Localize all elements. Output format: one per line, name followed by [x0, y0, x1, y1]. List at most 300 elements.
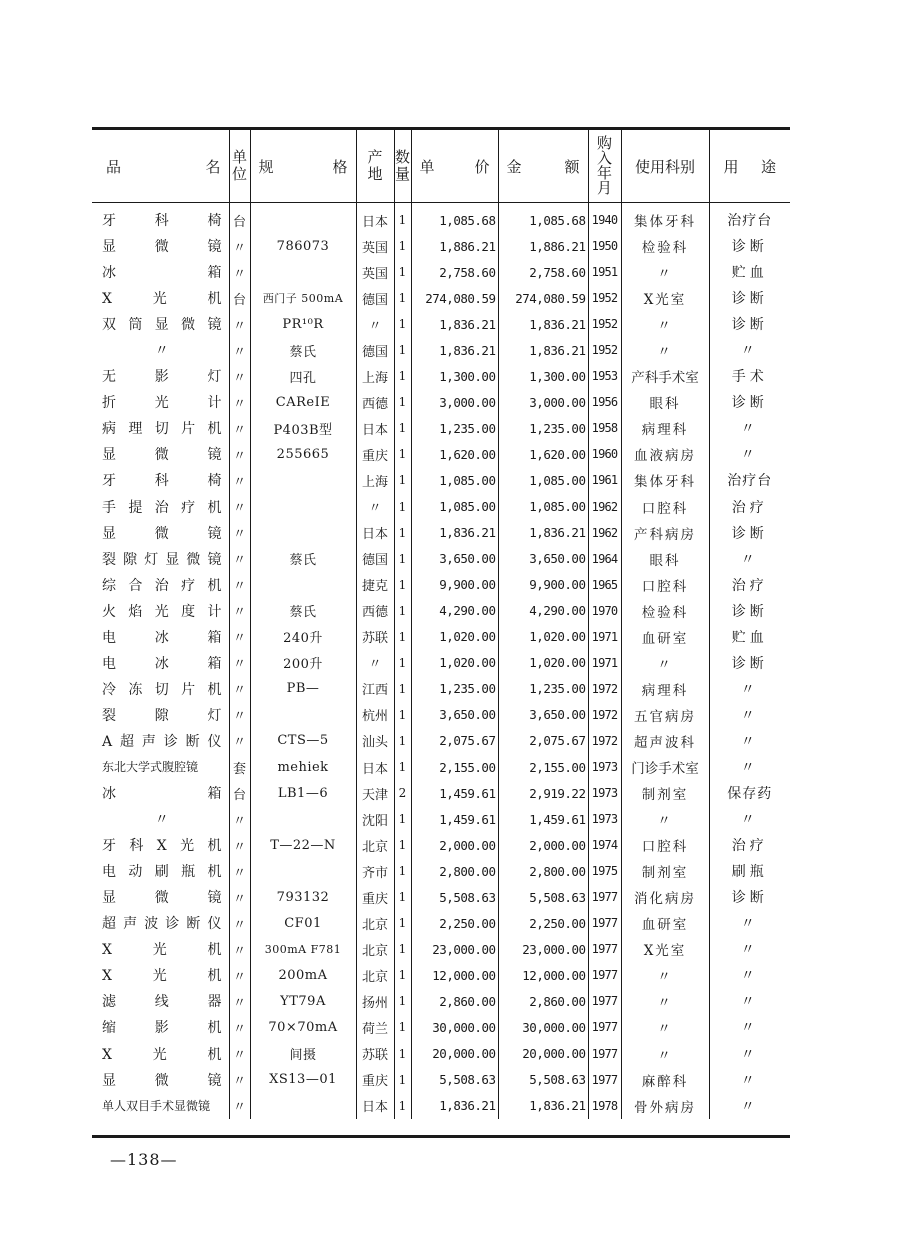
- cell-use: 〃: [709, 702, 790, 728]
- cell-name: 折光计: [102, 395, 223, 412]
- cell-unit: 〃: [229, 884, 250, 910]
- cell-spec: 西门子 500mA: [250, 285, 356, 311]
- cell-dept: 眼科: [621, 389, 709, 415]
- cell-origin: 英国: [356, 233, 394, 259]
- cell-origin: 扬州: [356, 988, 394, 1014]
- header-price: 单 价: [411, 130, 498, 203]
- header-row: [92, 130, 790, 203]
- cell-unit: 〃: [229, 337, 250, 363]
- header-qty: 数量: [394, 130, 411, 203]
- cell-unit: 〃: [229, 728, 250, 754]
- cell-price: 2,155.00: [411, 754, 498, 780]
- cell-origin: 〃: [356, 650, 394, 676]
- cell-price: 3,650.00: [411, 546, 498, 572]
- cell-unit: 〃: [229, 389, 250, 415]
- cell-price: 20,000.00: [411, 1041, 498, 1067]
- cell-name: 裂隙灯显微镜: [102, 551, 223, 568]
- cell-origin: 北京: [356, 910, 394, 936]
- cell-name: 冷冻切片机: [102, 681, 223, 698]
- cell-spec: CTS—5: [250, 728, 356, 754]
- cell-origin: 德国: [356, 285, 394, 311]
- cell-use: 〃: [709, 936, 790, 962]
- cell-amount: 4,290.00: [498, 598, 588, 624]
- cell-unit: 〃: [229, 520, 250, 546]
- header-use: 用 途: [709, 130, 790, 203]
- cell-origin: 日本: [356, 203, 394, 234]
- cell-unit: 〃: [229, 806, 250, 832]
- cell-unit: 套: [229, 754, 250, 780]
- cell-amount: 1,235.00: [498, 676, 588, 702]
- cell-use: 〃: [709, 1093, 790, 1119]
- table-row: [92, 624, 790, 650]
- table-row: [92, 520, 790, 546]
- cell-unit: 〃: [229, 572, 250, 598]
- cell-name: 牙科X光机: [102, 838, 223, 855]
- cell-name: 病理切片机: [102, 421, 223, 438]
- table-row: [92, 1093, 790, 1119]
- cell-qty: 1: [394, 806, 411, 832]
- cell-origin: 齐市: [356, 858, 394, 884]
- cell-dept: 口腔科: [621, 572, 709, 598]
- cell-spec: 200升: [250, 650, 356, 676]
- table-row: [92, 598, 790, 624]
- cell-origin: 捷克: [356, 572, 394, 598]
- cell-spec: P403B型: [250, 415, 356, 441]
- cell-spec: [250, 494, 356, 520]
- cell-use: 〃: [709, 728, 790, 754]
- cell-year: 1965: [588, 572, 621, 598]
- cell-spec: [250, 858, 356, 884]
- table-row: [92, 1041, 790, 1067]
- cell-origin: 〃: [356, 494, 394, 520]
- cell-use: 治疗台: [709, 467, 790, 493]
- cell-year: 1972: [588, 676, 621, 702]
- cell-qty: 1: [394, 494, 411, 520]
- cell-unit: 〃: [229, 676, 250, 702]
- table-row: [92, 363, 790, 389]
- cell-name: 牙科椅: [102, 473, 223, 490]
- cell-price: 30,000.00: [411, 1014, 498, 1040]
- cell-spec: 蔡氏: [250, 598, 356, 624]
- cell-origin: 西德: [356, 389, 394, 415]
- cell-qty: 1: [394, 363, 411, 389]
- table-row: [92, 494, 790, 520]
- cell-origin: 〃: [356, 311, 394, 337]
- cell-use: 〃: [709, 337, 790, 363]
- cell-dept: 〃: [621, 1041, 709, 1067]
- cell-year: 1962: [588, 520, 621, 546]
- cell-unit: 〃: [229, 702, 250, 728]
- table-row: [92, 337, 790, 363]
- cell-spec: [250, 467, 356, 493]
- cell-year: 1977: [588, 936, 621, 962]
- cell-dept: 产科病房: [621, 520, 709, 546]
- header-amount: 金 额: [498, 130, 588, 203]
- cell-amount: 2,075.67: [498, 728, 588, 754]
- cell-use: 〃: [709, 1067, 790, 1093]
- cell-spec: XS13—01: [250, 1067, 356, 1093]
- cell-use: 手术: [709, 363, 790, 389]
- cell-year: 1977: [588, 1067, 621, 1093]
- cell-price: 23,000.00: [411, 936, 498, 962]
- cell-unit: 〃: [229, 858, 250, 884]
- cell-use: 贮血: [709, 624, 790, 650]
- cell-qty: 1: [394, 1067, 411, 1093]
- cell-unit: 〃: [229, 1067, 250, 1093]
- cell-dept: 制剂室: [621, 858, 709, 884]
- cell-qty: 1: [394, 1041, 411, 1067]
- cell-dept: 检验科: [621, 598, 709, 624]
- cell-unit: 台: [229, 285, 250, 311]
- cell-unit: 〃: [229, 1093, 250, 1119]
- cell-dept: X光室: [621, 285, 709, 311]
- cell-name: 无影灯: [102, 369, 223, 386]
- cell-name: 综合治疗机: [102, 577, 223, 594]
- cell-use: 诊断: [709, 520, 790, 546]
- table-row: [92, 415, 790, 441]
- table-row: [92, 546, 790, 572]
- cell-unit: 〃: [229, 441, 250, 467]
- cell-qty: 1: [394, 467, 411, 493]
- cell-use: 〃: [709, 1014, 790, 1040]
- cell-qty: 1: [394, 203, 411, 234]
- cell-name: 裂隙灯: [102, 707, 223, 724]
- cell-amount: 2,155.00: [498, 754, 588, 780]
- cell-spec: 786073: [250, 233, 356, 259]
- cell-price: 2,075.67: [411, 728, 498, 754]
- cell-origin: 德国: [356, 546, 394, 572]
- cell-origin: 北京: [356, 832, 394, 858]
- cell-unit: 〃: [229, 415, 250, 441]
- cell-unit: 〃: [229, 832, 250, 858]
- cell-qty: 1: [394, 572, 411, 598]
- cell-use: 治疗: [709, 832, 790, 858]
- cell-qty: 1: [394, 702, 411, 728]
- cell-name: 双筒显微镜: [102, 317, 223, 334]
- cell-qty: 1: [394, 1014, 411, 1040]
- cell-name: 电冰箱: [102, 629, 223, 646]
- header-unit: 单位: [229, 130, 250, 203]
- cell-unit: 〃: [229, 624, 250, 650]
- cell-name: X光机: [102, 291, 223, 308]
- cell-year: 1970: [588, 598, 621, 624]
- cell-amount: 1,020.00: [498, 624, 588, 650]
- cell-amount: 1,085.00: [498, 467, 588, 493]
- cell-origin: 日本: [356, 754, 394, 780]
- cell-amount: 1,235.00: [498, 415, 588, 441]
- cell-price: 4,290.00: [411, 598, 498, 624]
- cell-name: 显微镜: [102, 447, 223, 464]
- cell-year: 1958: [588, 415, 621, 441]
- cell-origin: 重庆: [356, 441, 394, 467]
- cell-origin: 苏联: [356, 1041, 394, 1067]
- cell-year: 1953: [588, 363, 621, 389]
- cell-amount: 1,836.21: [498, 520, 588, 546]
- table-row: [92, 203, 790, 234]
- cell-price: 274,080.59: [411, 285, 498, 311]
- cell-year: 1961: [588, 467, 621, 493]
- cell-origin: 上海: [356, 467, 394, 493]
- cell-use: 诊断: [709, 884, 790, 910]
- cell-amount: 1,886.21: [498, 233, 588, 259]
- cell-spec: 蔡氏: [250, 546, 356, 572]
- cell-year: 1977: [588, 884, 621, 910]
- cell-qty: 1: [394, 728, 411, 754]
- table-row: [92, 1067, 790, 1093]
- cell-name: 〃: [154, 343, 170, 360]
- cell-spec: PB—: [250, 676, 356, 702]
- cell-spec: [250, 806, 356, 832]
- cell-name: X光机: [102, 1046, 223, 1063]
- cell-year: 1962: [588, 494, 621, 520]
- cell-amount: 1,085.00: [498, 494, 588, 520]
- cell-name: 显微镜: [102, 1072, 223, 1089]
- cell-name: 手提治疗机: [102, 499, 223, 516]
- cell-price: 1,085.00: [411, 494, 498, 520]
- table-row: [92, 936, 790, 962]
- cell-qty: 1: [394, 259, 411, 285]
- cell-price: 1,459.61: [411, 806, 498, 832]
- cell-year: 1952: [588, 337, 621, 363]
- cell-year: 1978: [588, 1093, 621, 1119]
- cell-dept: 〃: [621, 962, 709, 988]
- cell-price: 1,020.00: [411, 624, 498, 650]
- cell-dept: 〃: [621, 259, 709, 285]
- cell-dept: 〃: [621, 988, 709, 1014]
- cell-year: 1977: [588, 1014, 621, 1040]
- cell-amount: 3,650.00: [498, 702, 588, 728]
- cell-amount: 1,020.00: [498, 650, 588, 676]
- cell-price: 1,620.00: [411, 441, 498, 467]
- cell-unit: 台: [229, 203, 250, 234]
- cell-unit: 〃: [229, 962, 250, 988]
- cell-spec: T—22—N: [250, 832, 356, 858]
- cell-year: 1940: [588, 203, 621, 234]
- cell-spec: 四孔: [250, 363, 356, 389]
- cell-spec: LB1—6: [250, 780, 356, 806]
- cell-origin: 苏联: [356, 624, 394, 650]
- cell-year: 1977: [588, 910, 621, 936]
- cell-spec: mehiek: [250, 754, 356, 780]
- cell-year: 1977: [588, 1041, 621, 1067]
- cell-price: 2,860.00: [411, 988, 498, 1014]
- cell-qty: 1: [394, 624, 411, 650]
- cell-dept: 骨外病房: [621, 1093, 709, 1119]
- cell-spec: 793132: [250, 884, 356, 910]
- cell-price: 9,900.00: [411, 572, 498, 598]
- cell-year: 1977: [588, 962, 621, 988]
- cell-origin: 西德: [356, 598, 394, 624]
- cell-amount: 30,000.00: [498, 1014, 588, 1040]
- table-row: [92, 832, 790, 858]
- table-row: [92, 702, 790, 728]
- cell-qty: 1: [394, 389, 411, 415]
- cell-amount: 5,508.63: [498, 884, 588, 910]
- cell-qty: 1: [394, 233, 411, 259]
- cell-spec: [250, 702, 356, 728]
- cell-dept: 超声波科: [621, 728, 709, 754]
- cell-amount: 3,000.00: [498, 389, 588, 415]
- cell-dept: 集体牙科: [621, 467, 709, 493]
- cell-spec: [250, 572, 356, 598]
- cell-use: 〃: [709, 988, 790, 1014]
- cell-year: 1972: [588, 702, 621, 728]
- cell-dept: 血研室: [621, 910, 709, 936]
- cell-dept: 口腔科: [621, 494, 709, 520]
- cell-dept: 制剂室: [621, 780, 709, 806]
- cell-dept: 〃: [621, 337, 709, 363]
- cell-dept: 麻醉科: [621, 1067, 709, 1093]
- cell-dept: 产科手术室: [621, 363, 709, 389]
- cell-year: 1973: [588, 780, 621, 806]
- cell-use: 诊断: [709, 650, 790, 676]
- cell-price: 1,836.21: [411, 1093, 498, 1119]
- cell-amount: 2,919.22: [498, 780, 588, 806]
- cell-amount: 5,508.63: [498, 1067, 588, 1093]
- cell-dept: 集体牙科: [621, 203, 709, 234]
- cell-origin: 荷兰: [356, 1014, 394, 1040]
- cell-dept: 〃: [621, 650, 709, 676]
- cell-origin: 北京: [356, 936, 394, 962]
- cell-unit: 〃: [229, 1014, 250, 1040]
- cell-amount: 20,000.00: [498, 1041, 588, 1067]
- cell-use: 〃: [709, 806, 790, 832]
- cell-price: 2,250.00: [411, 910, 498, 936]
- cell-unit: 〃: [229, 233, 250, 259]
- cell-use: 〃: [709, 546, 790, 572]
- cell-year: 1971: [588, 650, 621, 676]
- cell-amount: 2,250.00: [498, 910, 588, 936]
- cell-origin: 重庆: [356, 1067, 394, 1093]
- cell-qty: 1: [394, 415, 411, 441]
- cell-year: 1974: [588, 832, 621, 858]
- cell-name: 冰箱: [102, 786, 223, 803]
- cell-name: 超声波诊断仪: [102, 916, 223, 933]
- cell-origin: 北京: [356, 962, 394, 988]
- cell-qty: 2: [394, 780, 411, 806]
- cell-name: 单人双目手术显微镜: [102, 1098, 211, 1113]
- header-year: 购入年月: [588, 130, 621, 203]
- cell-qty: 1: [394, 988, 411, 1014]
- cell-name: A超声诊断仪: [102, 733, 223, 750]
- cell-year: 1975: [588, 858, 621, 884]
- table-row: [92, 988, 790, 1014]
- cell-year: 1973: [588, 806, 621, 832]
- cell-qty: 1: [394, 650, 411, 676]
- table-row: [92, 676, 790, 702]
- cell-origin: 杭州: [356, 702, 394, 728]
- cell-name: 冰箱: [102, 265, 223, 282]
- cell-dept: 〃: [621, 1014, 709, 1040]
- table-row: [92, 285, 790, 311]
- cell-year: 1964: [588, 546, 621, 572]
- cell-amount: 1,836.21: [498, 337, 588, 363]
- cell-unit: 台: [229, 780, 250, 806]
- cell-amount: 9,900.00: [498, 572, 588, 598]
- cell-dept: 病理科: [621, 676, 709, 702]
- cell-spec: YT79A: [250, 988, 356, 1014]
- cell-unit: 〃: [229, 988, 250, 1014]
- cell-unit: 〃: [229, 467, 250, 493]
- cell-origin: 天津: [356, 780, 394, 806]
- page-number: —138—: [110, 1150, 178, 1169]
- cell-qty: 1: [394, 441, 411, 467]
- cell-qty: 1: [394, 598, 411, 624]
- cell-dept: 血液病房: [621, 441, 709, 467]
- cell-price: 1,886.21: [411, 233, 498, 259]
- cell-name: 〃: [154, 812, 170, 829]
- cell-name: 牙科椅: [102, 213, 223, 230]
- cell-price: 12,000.00: [411, 962, 498, 988]
- cell-origin: 汕头: [356, 728, 394, 754]
- cell-name: 东北大学式腹腔镜: [102, 760, 199, 774]
- table-row: [92, 441, 790, 467]
- table-row: [92, 650, 790, 676]
- cell-unit: 〃: [229, 363, 250, 389]
- cell-dept: 病理科: [621, 415, 709, 441]
- cell-amount: 1,620.00: [498, 441, 588, 467]
- cell-name: 电动刷瓶机: [102, 864, 223, 881]
- cell-use: 〃: [709, 962, 790, 988]
- table-row: [92, 1014, 790, 1040]
- cell-use: 〃: [709, 1041, 790, 1067]
- cell-use: 刷瓶: [709, 858, 790, 884]
- cell-use: 诊断: [709, 233, 790, 259]
- cell-price: 1,459.61: [411, 780, 498, 806]
- cell-name: 显微镜: [102, 239, 223, 256]
- cell-name: X光机: [102, 942, 223, 959]
- cell-unit: 〃: [229, 910, 250, 936]
- cell-amount: 2,758.60: [498, 259, 588, 285]
- cell-origin: 沈阳: [356, 806, 394, 832]
- cell-unit: 〃: [229, 546, 250, 572]
- cell-spec: 70×70mA: [250, 1014, 356, 1040]
- cell-amount: 2,860.00: [498, 988, 588, 1014]
- cell-amount: 2,800.00: [498, 858, 588, 884]
- cell-price: 1,836.21: [411, 337, 498, 363]
- cell-year: 1951: [588, 259, 621, 285]
- cell-amount: 274,080.59: [498, 285, 588, 311]
- cell-year: 1952: [588, 311, 621, 337]
- cell-amount: 23,000.00: [498, 936, 588, 962]
- table-row: [92, 858, 790, 884]
- cell-spec: 蔡氏: [250, 337, 356, 363]
- cell-amount: 1,459.61: [498, 806, 588, 832]
- cell-spec: 255665: [250, 441, 356, 467]
- cell-year: 1977: [588, 988, 621, 1014]
- cell-amount: 12,000.00: [498, 962, 588, 988]
- cell-spec: PR¹⁰R: [250, 311, 356, 337]
- cell-price: 1,085.68: [411, 203, 498, 234]
- table-row: [92, 572, 790, 598]
- cell-price: 3,650.00: [411, 702, 498, 728]
- cell-use: 治疗: [709, 494, 790, 520]
- cell-use: 〃: [709, 415, 790, 441]
- cell-year: 1971: [588, 624, 621, 650]
- cell-qty: 1: [394, 858, 411, 884]
- table-row: [92, 780, 790, 806]
- cell-unit: 〃: [229, 259, 250, 285]
- header-origin: 产地: [356, 130, 394, 203]
- cell-dept: 消化病房: [621, 884, 709, 910]
- cell-year: 1952: [588, 285, 621, 311]
- cell-price: 2,758.60: [411, 259, 498, 285]
- cell-price: 1,020.00: [411, 650, 498, 676]
- cell-use: 贮血: [709, 259, 790, 285]
- cell-qty: 1: [394, 311, 411, 337]
- cell-dept: 门诊手术室: [621, 754, 709, 780]
- cell-origin: 重庆: [356, 884, 394, 910]
